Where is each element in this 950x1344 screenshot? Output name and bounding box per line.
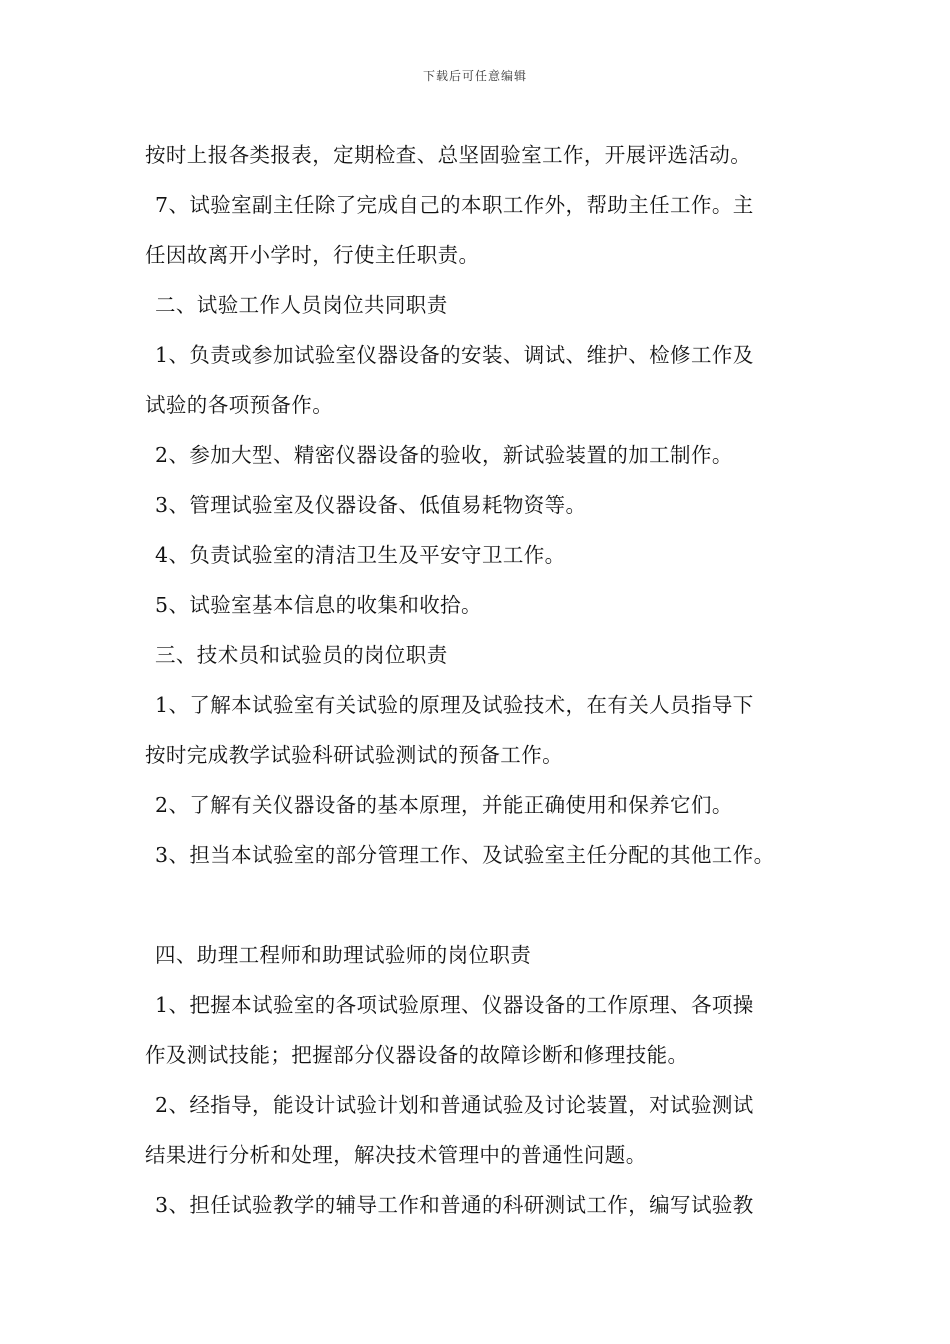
text-line: 1、负责或参加试验室仪器设备的安装、调试、维护、检修工作及: [155, 343, 754, 367]
text-line: 5、试验室基本信息的收集和收拾。: [155, 593, 482, 617]
text-line: 3、担当本试验室的部分管理工作、及试验室主任分配的其他工作。: [155, 843, 775, 867]
text-line: 1、把握本试验室的各项试验原理、仪器设备的工作原理、各项操: [155, 993, 754, 1017]
text-line: 7、试验室副主任除了完成自己的本职工作外，帮助主任工作。主: [155, 193, 754, 217]
document-body: [145, 130, 825, 1230]
text-line: 按时完成教学试验科研试验测试的预备工作。: [145, 743, 563, 767]
text-line: 2、经指导，能设计试验计划和普通试验及讨论装置，对试验测试: [155, 1093, 754, 1117]
section-heading: 三、技术员和试验员的岗位职责: [155, 643, 448, 667]
text-line: 作及测试技能；把握部分仪器设备的故障诊断和修理技能。: [145, 1043, 689, 1067]
text-line: 任因故离开小学时，行使主任职责。: [145, 243, 480, 267]
header-note: 下载后可任意编辑: [422, 69, 527, 83]
text-line: 3、担任试验教学的辅导工作和普通的科研测试工作，编写试验教: [155, 1193, 754, 1217]
text-line: 4、负责试验室的清洁卫生及平安守卫工作。: [155, 543, 566, 567]
text-line: 2、了解有关仪器设备的基本原理，并能正确使用和保养它们。: [155, 793, 733, 817]
text-line: 按时上报各类报表，定期检查、总坚固验室工作，开展评选活动。: [145, 143, 752, 167]
text-line: 1、了解本试验室有关试验的原理及试验技术，在有关人员指导下: [155, 693, 754, 717]
paragraph-gap: [145, 880, 825, 930]
text-line: 3、管理试验室及仪器设备、低值易耗物资等。: [155, 493, 587, 517]
text-line: 结果进行分析和处理，解决技术管理中的普通性问题。: [145, 1143, 647, 1167]
section-heading: 四、助理工程师和助理试验师的岗位职责: [155, 943, 532, 967]
section-heading: 二、试验工作人员岗位共同职责: [155, 293, 448, 317]
text-line: 试验的各项预备作。: [145, 393, 334, 417]
text-line: 2、参加大型、精密仪器设备的验收，新试验装置的加工制作。: [155, 443, 733, 467]
